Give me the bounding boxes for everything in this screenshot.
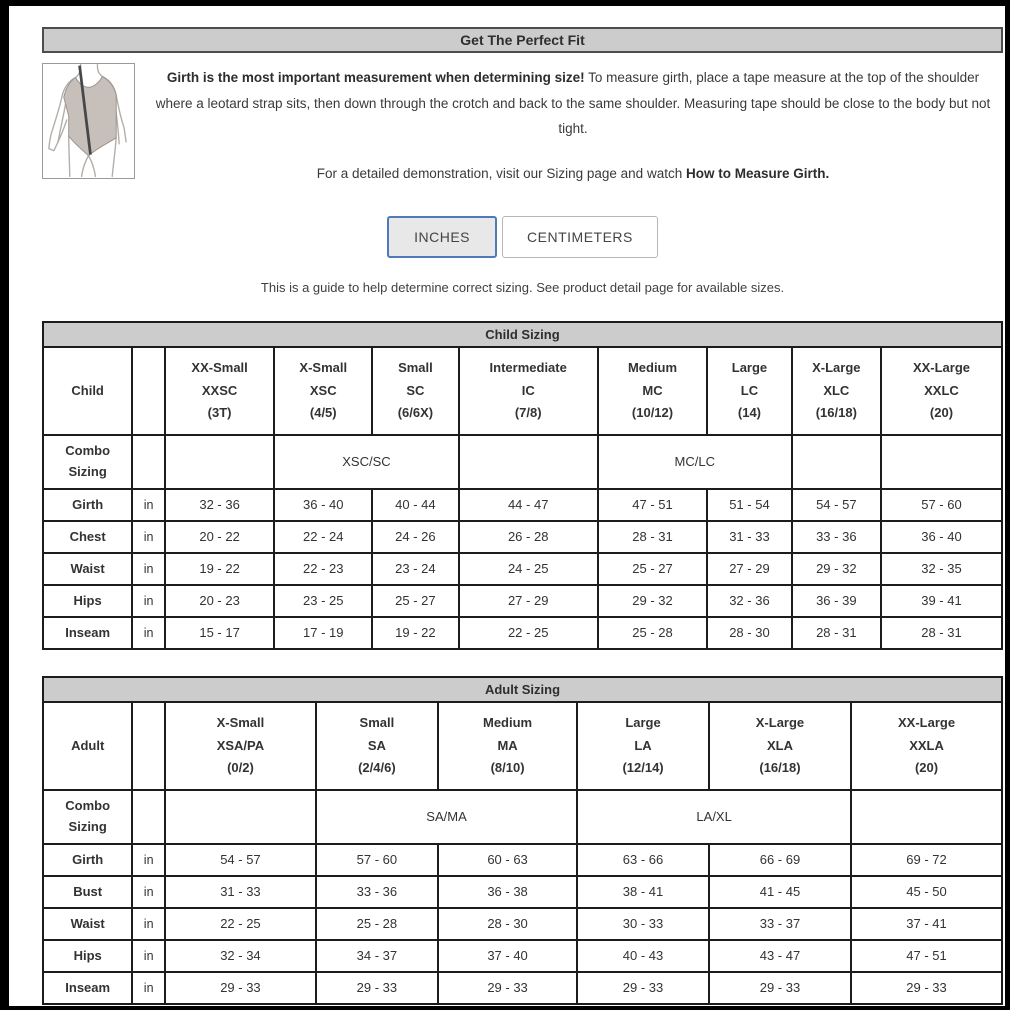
size-range-cell: 22 - 23: [274, 553, 372, 585]
size-range-cell: 28 - 31: [881, 617, 1002, 649]
column-header: X-Large XLC (16/18): [792, 347, 881, 435]
size-range-cell: 37 - 41: [851, 908, 1002, 940]
measurement-label: Hips: [43, 585, 132, 617]
page-title: [42, 27, 1003, 53]
adult-sizing-table: [42, 676, 1003, 1005]
girth-diagram: [42, 63, 135, 179]
combo-cell: [881, 435, 1002, 489]
unit-label: in: [132, 940, 165, 972]
page-title-text: Get The Perfect Fit: [460, 32, 585, 48]
unit-label: in: [132, 972, 165, 1004]
column-header: Large LA (12/14): [577, 702, 709, 790]
size-range-cell: 25 - 27: [598, 553, 707, 585]
size-range-cell: 27 - 29: [459, 585, 598, 617]
size-range-cell: 29 - 33: [851, 972, 1002, 1004]
combo-cell: MC/LC: [598, 435, 792, 489]
size-range-cell: 69 - 72: [851, 844, 1002, 876]
size-range-cell: 30 - 33: [577, 908, 709, 940]
size-range-cell: 51 - 54: [707, 489, 791, 521]
measurement-label: Chest: [43, 521, 132, 553]
inches-button[interactable]: INCHES: [387, 216, 497, 258]
size-range-cell: 47 - 51: [598, 489, 707, 521]
girth-instructions: [147, 65, 999, 142]
size-range-cell: 28 - 31: [598, 521, 707, 553]
size-range-cell: 34 - 37: [316, 940, 438, 972]
size-range-cell: 28 - 30: [438, 908, 577, 940]
size-guide-page: [9, 6, 1005, 1006]
column-header: Large LC (14): [707, 347, 791, 435]
unit-label: in: [132, 844, 165, 876]
centimeters-button[interactable]: CENTIMETERS: [502, 216, 658, 258]
unit-header-cell: [132, 347, 165, 435]
column-header: Small SA (2/4/6): [316, 702, 438, 790]
size-range-cell: 29 - 33: [438, 972, 577, 1004]
leotard-figure-icon: [43, 64, 134, 178]
size-range-cell: 31 - 33: [165, 876, 316, 908]
size-range-cell: 41 - 45: [709, 876, 851, 908]
demo-instructions-bold: How to Measure Girth.: [685, 165, 830, 181]
combo-cell: [851, 790, 1002, 844]
size-range-cell: 39 - 41: [881, 585, 1002, 617]
size-range-cell: 32 - 36: [165, 489, 274, 521]
measurement-label: Waist: [43, 553, 132, 585]
table-group-label: Child: [43, 347, 132, 435]
size-range-cell: 22 - 24: [274, 521, 372, 553]
column-header: XX-Large XXLA (20): [851, 702, 1002, 790]
column-header: X-Small XSA/PA (0/2): [165, 702, 316, 790]
size-range-cell: 33 - 36: [316, 876, 438, 908]
table-group-label: Adult: [43, 702, 132, 790]
girth-instructions-body: To measure girth, place a tape measure at the top of the shoulder where a leotard strap sits, then down through the crotch and back to the same shoulder. Measuring tape should be close to the body but not tight.: [155, 70, 991, 137]
size-range-cell: 40 - 44: [372, 489, 458, 521]
unit-header-cell: [132, 702, 165, 790]
size-range-cell: 40 - 43: [577, 940, 709, 972]
column-header: Medium MC (10/12): [598, 347, 707, 435]
size-range-cell: 20 - 23: [165, 585, 274, 617]
column-header: X-Small XSC (4/5): [274, 347, 372, 435]
demo-instructions-prefix: For a detailed demonstration, visit our Sizing page and watch: [316, 165, 686, 181]
size-range-cell: 66 - 69: [709, 844, 851, 876]
size-range-cell: 20 - 22: [165, 521, 274, 553]
size-range-cell: 24 - 26: [372, 521, 458, 553]
size-range-cell: 32 - 35: [881, 553, 1002, 585]
girth-instructions-lead: Girth is the most important measurement when determining size!: [166, 70, 585, 85]
size-range-cell: 29 - 32: [598, 585, 707, 617]
size-range-cell: 63 - 66: [577, 844, 709, 876]
size-range-cell: 33 - 36: [792, 521, 881, 553]
intro-section: [42, 63, 1003, 181]
size-range-cell: 33 - 37: [709, 908, 851, 940]
size-range-cell: 43 - 47: [709, 940, 851, 972]
size-range-cell: 29 - 32: [792, 553, 881, 585]
column-header: Medium MA (8/10): [438, 702, 577, 790]
combo-cell: [165, 435, 274, 489]
size-range-cell: 32 - 34: [165, 940, 316, 972]
size-range-cell: 15 - 17: [165, 617, 274, 649]
unit-label: in: [132, 876, 165, 908]
size-range-cell: 54 - 57: [165, 844, 316, 876]
unit-label: in: [132, 617, 165, 649]
unit-label: in: [132, 585, 165, 617]
combo-cell: [459, 435, 598, 489]
unit-label: in: [132, 489, 165, 521]
column-header: Intermediate IC (7/8): [459, 347, 598, 435]
size-range-cell: 25 - 28: [598, 617, 707, 649]
measurement-label: Waist: [43, 908, 132, 940]
size-range-cell: 47 - 51: [851, 940, 1002, 972]
unit-label: in: [132, 908, 165, 940]
table-title: Adult Sizing: [43, 677, 1002, 702]
size-range-cell: 37 - 40: [438, 940, 577, 972]
size-range-cell: 24 - 25: [459, 553, 598, 585]
measurement-label: Girth: [43, 489, 132, 521]
size-range-cell: 28 - 30: [707, 617, 791, 649]
column-header: X-Large XLA (16/18): [709, 702, 851, 790]
size-range-cell: 29 - 33: [165, 972, 316, 1004]
size-range-cell: 28 - 31: [792, 617, 881, 649]
measurement-label: Girth: [43, 844, 132, 876]
size-range-cell: 60 - 63: [438, 844, 577, 876]
size-range-cell: 36 - 40: [881, 521, 1002, 553]
combo-cell: [165, 790, 316, 844]
size-range-cell: 23 - 25: [274, 585, 372, 617]
column-header: Small SC (6/6X): [372, 347, 458, 435]
size-range-cell: 31 - 33: [707, 521, 791, 553]
size-range-cell: 29 - 33: [709, 972, 851, 1004]
table-title: Child Sizing: [43, 322, 1002, 347]
size-range-cell: 57 - 60: [316, 844, 438, 876]
size-range-cell: 22 - 25: [165, 908, 316, 940]
size-range-cell: 23 - 24: [372, 553, 458, 585]
size-range-cell: 19 - 22: [165, 553, 274, 585]
size-range-cell: 57 - 60: [881, 489, 1002, 521]
unit-label: in: [132, 553, 165, 585]
size-range-cell: 45 - 50: [851, 876, 1002, 908]
size-range-cell: 25 - 27: [372, 585, 458, 617]
column-header: XX-Large XXLC (20): [881, 347, 1002, 435]
size-range-cell: 22 - 25: [459, 617, 598, 649]
size-range-cell: 32 - 36: [707, 585, 791, 617]
combo-sizing-label: Combo Sizing: [43, 790, 132, 844]
unit-label: in: [132, 521, 165, 553]
measurement-label: Hips: [43, 940, 132, 972]
measurement-label: Inseam: [43, 617, 132, 649]
size-range-cell: 36 - 39: [792, 585, 881, 617]
size-range-cell: 36 - 38: [438, 876, 577, 908]
unit-cell: [132, 435, 165, 489]
column-header: XX-Small XXSC (3T): [165, 347, 274, 435]
size-range-cell: 38 - 41: [577, 876, 709, 908]
size-range-cell: 44 - 47: [459, 489, 598, 521]
size-range-cell: 36 - 40: [274, 489, 372, 521]
unit-cell: [132, 790, 165, 844]
combo-cell: LA/XL: [577, 790, 851, 844]
size-range-cell: 25 - 28: [316, 908, 438, 940]
size-range-cell: 27 - 29: [707, 553, 791, 585]
size-range-cell: 19 - 22: [372, 617, 458, 649]
child-sizing-table: [42, 321, 1003, 650]
combo-cell: [792, 435, 881, 489]
size-range-cell: 26 - 28: [459, 521, 598, 553]
intro-text-column: [135, 63, 1003, 181]
combo-cell: XSC/SC: [274, 435, 458, 489]
combo-cell: SA/MA: [316, 790, 577, 844]
size-range-cell: 29 - 33: [577, 972, 709, 1004]
demo-instructions: [147, 166, 999, 181]
size-range-cell: 54 - 57: [792, 489, 881, 521]
sizing-note: This is a guide to help determine correct sizing. See product detail page for available sizes.: [260, 279, 785, 295]
unit-toggle: [42, 216, 1003, 258]
size-range-cell: 17 - 19: [274, 617, 372, 649]
combo-sizing-label: Combo Sizing: [43, 435, 132, 489]
size-range-cell: 29 - 33: [316, 972, 438, 1004]
measurement-label: Inseam: [43, 972, 132, 1004]
measurement-label: Bust: [43, 876, 132, 908]
